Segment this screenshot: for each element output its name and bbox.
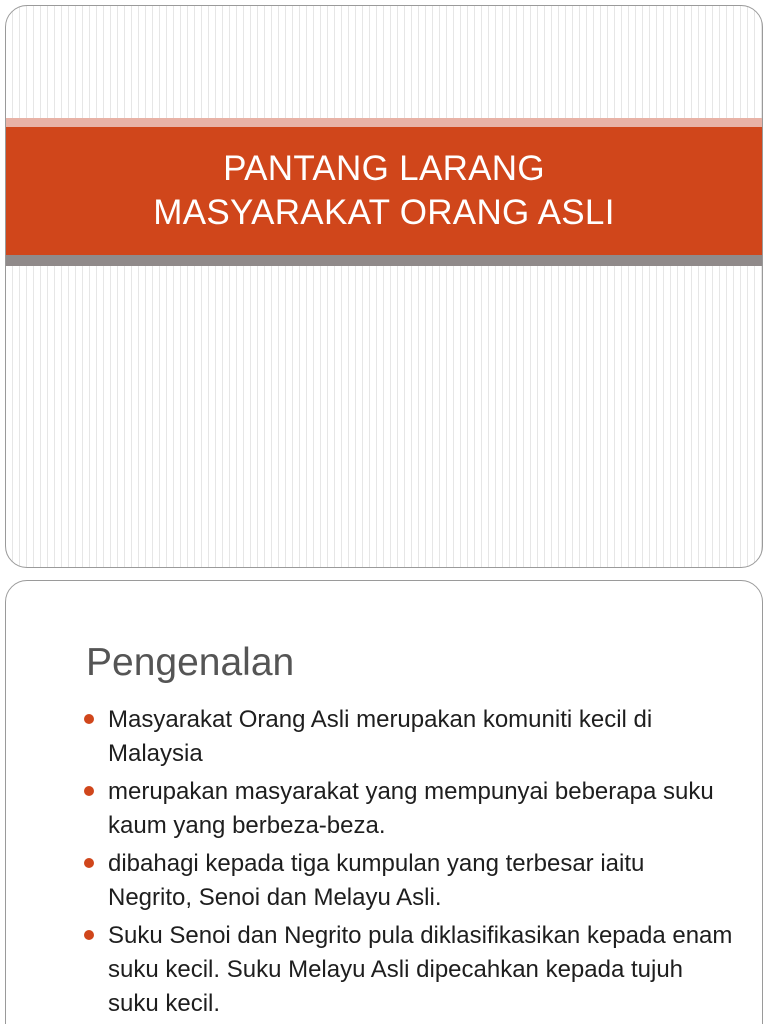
bullet-text: Suku Senoi dan Negrito pula diklasifikasikan kepada enam suku kecil. Suku Melayu Asli dipecahkan kepada tujuh suku kecil. xyxy=(108,922,733,1017)
title-band xyxy=(6,127,762,255)
bullet-text: dibahagi kepada tiga kumpulan yang terbesar iaitu Negrito, Senoi dan Melayu Asli. xyxy=(108,850,645,911)
bullet-item xyxy=(84,847,734,915)
bullet-dot-icon xyxy=(84,714,94,724)
slide-title-line-2: MASYARAKAT ORANG ASLI xyxy=(153,193,615,232)
title-slide[interactable] xyxy=(5,5,763,568)
slide-title-line-1: PANTANG LARANG xyxy=(223,149,545,188)
content-slide[interactable] xyxy=(5,580,763,1024)
bullet-dot-icon xyxy=(84,858,94,868)
content-heading: Pengenalan xyxy=(86,641,295,684)
bullet-dot-icon xyxy=(84,930,94,940)
bullet-item xyxy=(84,775,734,843)
bullet-item xyxy=(84,703,734,771)
bullet-text: Masyarakat Orang Asli merupakan komuniti kecil di Malaysia xyxy=(108,706,653,767)
title-top-stripe xyxy=(6,118,762,127)
title-bottom-stripe xyxy=(6,255,762,266)
bullet-dot-icon xyxy=(84,786,94,796)
bullet-text: merupakan masyarakat yang mempunyai beberapa suku kaum yang berbeza-beza. xyxy=(108,778,714,839)
bullet-list xyxy=(84,703,734,1024)
bullet-item xyxy=(84,919,734,1021)
